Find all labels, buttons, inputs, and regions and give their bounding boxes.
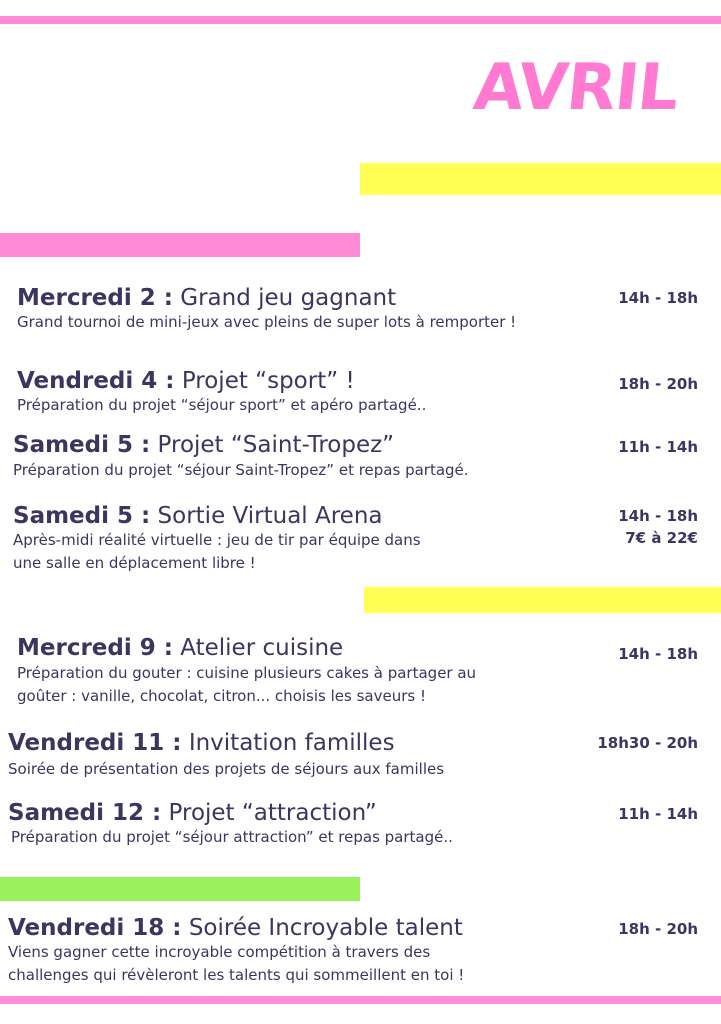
bottom-pink-band	[0, 996, 721, 1004]
event-title: Projet “Saint-Tropez”	[157, 432, 395, 458]
event-title: Invitation familles	[188, 730, 395, 756]
event-description: Préparation du projet “séjour sport” et apéro partagé..	[17, 396, 427, 414]
event-heading	[17, 634, 343, 662]
event-day: Mercredi 2 :	[17, 285, 173, 311]
event-day: Mercredi 9 :	[17, 635, 173, 661]
yellow-band-2	[364, 587, 721, 613]
month-title: AVRIL	[470, 51, 682, 125]
event-heading	[13, 502, 383, 530]
event-time: 11h - 14h	[618, 438, 698, 456]
event-day: Samedi 5 :	[13, 503, 151, 529]
event-day: Vendredi 11 :	[8, 730, 182, 756]
event-heading	[13, 431, 394, 459]
event-heading	[17, 284, 396, 312]
event-heading	[8, 914, 463, 942]
event-description: goûter : vanille, chocolat, citron... choisis les saveurs !	[17, 687, 426, 705]
event-price: 7€ à 22€	[625, 529, 698, 547]
event-day: Samedi 12 :	[8, 800, 162, 826]
event-heading	[8, 729, 395, 757]
event-day: Vendredi 18 :	[8, 915, 182, 941]
top-pink-band	[0, 16, 721, 24]
event-description: Viens gagner cette incroyable compétition à travers des	[8, 943, 431, 961]
event-description: challenges qui révèleront les talents qui sommeillent en toi !	[8, 966, 465, 984]
event-day: Vendredi 4 :	[17, 368, 175, 394]
event-day: Samedi 5 :	[13, 432, 151, 458]
event-description: Préparation du projet “séjour attraction” et repas partagé..	[11, 828, 453, 846]
event-title: Sortie Virtual Arena	[157, 503, 383, 529]
event-description: Après-midi réalité virtuelle : jeu de tir par équipe dans	[13, 531, 421, 549]
event-time: 18h30 - 20h	[597, 734, 698, 752]
event-description: une salle en déplacement libre !	[13, 554, 256, 572]
event-title: Projet “sport” !	[181, 368, 355, 394]
event-heading	[17, 367, 355, 395]
event-time: 14h - 18h	[618, 645, 698, 663]
green-band	[0, 877, 360, 901]
event-title: Atelier cuisine	[180, 635, 344, 661]
event-time: 18h - 20h	[618, 920, 698, 938]
event-title: Grand jeu gagnant	[180, 285, 397, 311]
event-time: 18h - 20h	[618, 375, 698, 393]
event-title: Projet “attraction”	[168, 800, 377, 826]
event-description: Grand tournoi de mini-jeux avec pleins de super lots à remporter !	[17, 313, 517, 331]
event-description: Soirée de présentation des projets de séjours aux familles	[8, 760, 445, 778]
event-time: 14h - 18h	[618, 289, 698, 307]
pink-band	[0, 233, 360, 257]
event-description: Préparation du gouter : cuisine plusieurs cakes à partager au	[17, 664, 477, 682]
event-description: Préparation du projet “séjour Saint-Tropez” et repas partagé.	[13, 461, 469, 479]
event-title: Soirée Incroyable talent	[188, 915, 463, 941]
yellow-band-1	[360, 163, 721, 195]
event-time: 14h - 18h	[618, 507, 698, 525]
event-time: 11h - 14h	[618, 805, 698, 823]
event-heading	[8, 799, 377, 827]
